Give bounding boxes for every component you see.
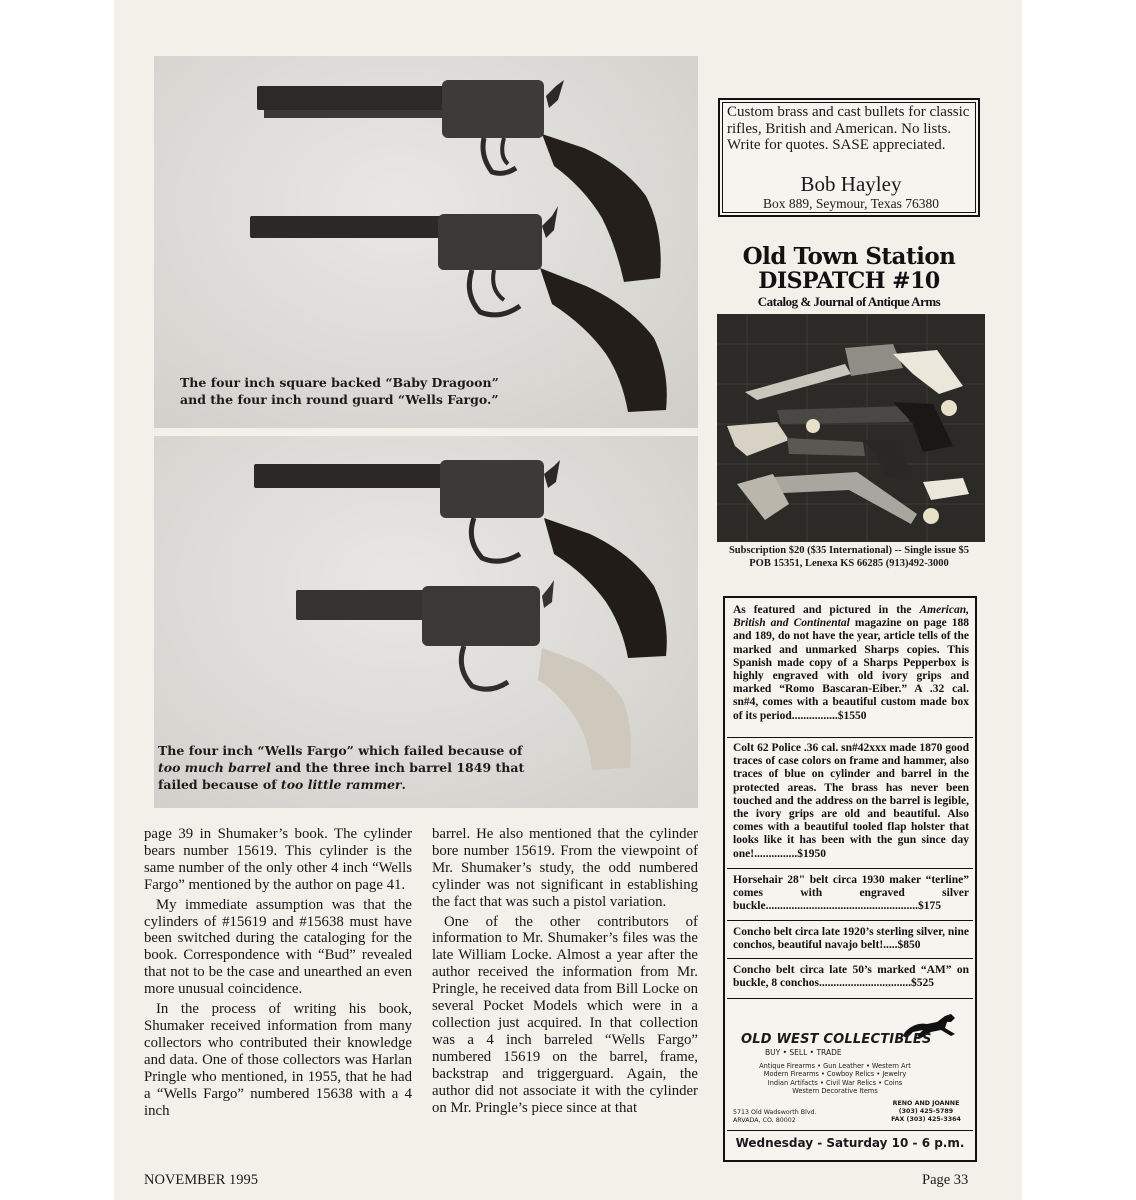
caption-top-line2: and the four inch round guard “Wells Fargo.” [180,392,499,407]
divider [727,868,973,869]
caption-top [180,374,499,408]
shop-phone: (303) 425-5789 [898,1108,954,1115]
shop-address [733,1109,817,1125]
divider [727,958,973,959]
caption-bottom-italic1: too much barrel [158,760,271,775]
divider [727,737,973,738]
listing-colt-police: Colt 62 Police .36 cal. sn#42xxx made 1870 good traces of case colors on frame and hammer, also traces of blue on cylinder and barrel in the protected areas. The brass has never been touched and the address on the barrel is legible, the ivory grips are old and beautiful. Also comes with a beautiful tooled flap holster that looks like it has been with the gun since day one!...............$1950 [733,742,969,860]
shop-service-line: Modern Firearms • Cowboy Relics • Jewelry [763,1070,907,1079]
photo-revolvers-bottom [154,436,698,808]
ad-old-town-address: POB 15351, Lenexa KS 66285 (913)492-3000 [749,558,949,569]
shop-fax: FAX (303) 425-3364 [891,1116,961,1123]
article-column-2 [432,826,698,1119]
listing-concho-belt-50s: Concho belt circa late 50’s marked “AM” on buckle, 8 conchos................................$525 [733,964,969,990]
paragraph: In the process of writing his book, Shumaker received information from many collectors who contributed their knowledge and data. One of those collectors was Harlan Pringle who mentioned, in 1955, that he had a “Wells Fargo” numbered 15638 with a 4 inch [144,1001,412,1119]
listing-concho-belt-1920s: Concho belt circa late 1920’s sterling silver, nine conchos, beautiful navajo belt!.....$850 [733,926,969,952]
listing-sharps-pepperbox [733,604,969,723]
ad-old-town-title: Old Town Station [742,243,956,270]
shop-service-line: Western Decorative Items [792,1087,878,1096]
caption-bottom-line3-end: . [401,777,406,792]
shop-services [735,1062,935,1096]
ad-hayley-address: Box 889, Seymour, Texas 76380 [762,196,939,211]
magazine-page [114,0,1022,1200]
ad-old-town-subtitle: Catalog & Journal of Antique Arms [757,294,941,309]
ad-old-west-collectibles [723,596,977,1162]
shop-service-line: Antique Firearms • Gun Leather • Western Art [759,1062,911,1070]
ad-old-town-photo [717,314,985,542]
listing1-text-a: As featured and pictured in the [733,604,920,616]
shop-owners: RENO AND JOANNE [892,1100,960,1107]
paragraph: barrel. He also mentioned that the cylinder bore number 15619. From the viewpoint of Mr. Shumaker’s study, the odd numbered cylinder was not significant in establishing the fact that was such a pistol variation. [432,826,698,910]
shop-city: ARVADA, CO. 80002 [733,1117,796,1124]
revolver-pair-image [154,56,698,428]
divider [727,920,973,921]
ad-bob-hayley [718,98,980,217]
caption-bottom-line2: and the three inch barrel 1849 that [270,760,525,775]
ad-old-town-dispatch: DISPATCH #10 [758,268,940,294]
divider [727,998,973,999]
shop-contacts [883,1100,969,1124]
listing-horsehair-belt: Horsehair 28" belt circa 1930 maker “terline” comes with engraved silver buckle.....................................................$175 [733,874,969,913]
caption-bottom-line3: failed because of [158,777,281,792]
listing1-magazine: American, British and Continental [733,604,969,630]
ad-hayley-text: Custom brass and cast bullets for classic rifles, British and American. No lists. Write for quotes. SASE appreciated. [727,104,970,153]
listing1-text-b: magazine on page 188 and 189, do not have the year, article tells of the marked and unmarked Sharps copies. This Spanish made copy of a Sharps Pepperbox is highly engraved with old ivory grips and marked “Romo Bascaran-Eiber.” A .32 cal. sn#4, comes with a beautiful custom made box of its period................$1550 [733,617,969,722]
divider [727,1130,973,1131]
caption-top-line1: The four inch square backed “Baby Dragoon” [180,375,499,390]
ad-old-town-subscription: Subscription $20 ($35 International) -- Single issue $5 [728,545,970,556]
paragraph: page 39 in Shumaker’s book. The cylinder bears number 15619. This cylinder is the same number of the only other 4 inch “Wells Fargo” mentioned by the author on page 41. [144,826,412,893]
footer-page-number: Page 33 [922,1172,969,1188]
caption-bottom-italic2: too little rammer [280,777,402,792]
paragraph: My immediate assumption was that the cylinders of #15619 and #15638 must have been switched during the cataloging for the book. Correspondence with “Bud” revealed that not to be the case and unearthed an even more unusual coincidence. [144,896,412,998]
caption-bottom [158,742,524,793]
shop-street: 5713 Old Wadsworth Blvd. [733,1109,817,1116]
footer-date: NOVEMBER 1995 [144,1172,258,1188]
shop-hours: Wednesday - Saturday 10 - 6 p.m. [735,1136,965,1150]
article-column-1 [144,826,412,1122]
shop-tagline: BUY • SELL • TRADE [765,1048,842,1057]
shop-service-line: Indian Artifacts • Civil War Relics • Coins [767,1078,903,1087]
photo-revolvers-top [154,56,698,428]
ad-hayley-name: Bob Hayley [800,172,902,196]
paragraph: One of the other contributors of information to Mr. Shumaker’s files was the late William Locke. Almost a year after the author received the information from Mr. Pringle, he received data from Bill Locke on several Pocket Models which were in a collection just acquired. In that collection was a 4 inch barreled “Wells Fargo” numbered 15619 on the barrel, frame, backstrap and triggerguard. Again, the author did not associate it with the cylinder on Mr. Pringle’s piece since at that [432,913,698,1116]
shop-name: OLD WEST COLLECTIBLES [741,1032,932,1047]
antique-arms-image [717,314,985,542]
caption-bottom-line1: The four inch “Wells Fargo” which failed because of [158,743,523,758]
